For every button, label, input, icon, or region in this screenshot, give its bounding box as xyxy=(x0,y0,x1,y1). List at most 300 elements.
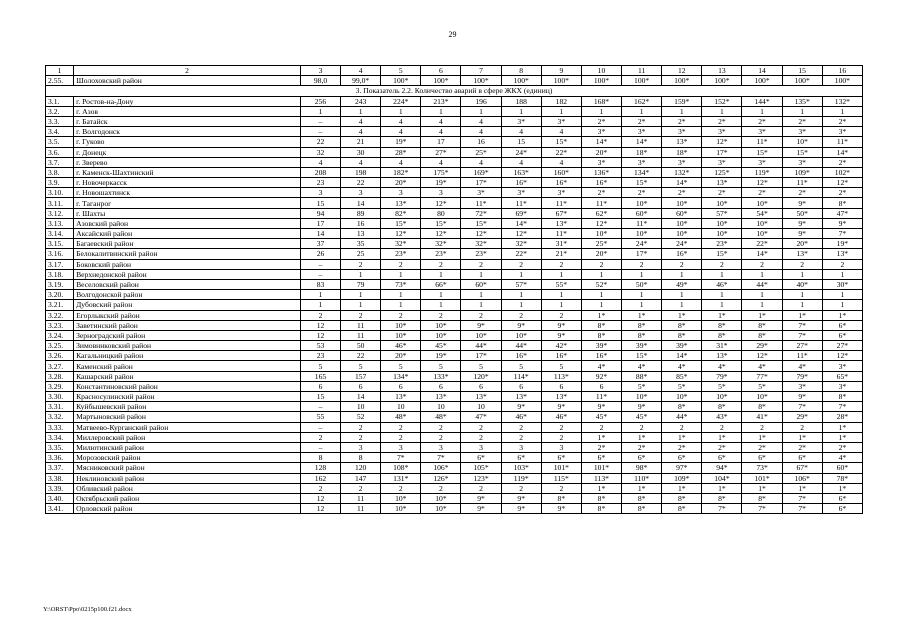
value-cell: 3* xyxy=(822,127,862,137)
value-cell: 10* xyxy=(381,504,421,514)
value-cell: 47* xyxy=(822,208,862,218)
value-cell: 9* xyxy=(461,320,501,330)
value-cell: 1 xyxy=(341,300,381,310)
value-cell: 12* xyxy=(822,178,862,188)
value-cell: 8* xyxy=(822,392,862,402)
value-cell: 8* xyxy=(702,402,742,412)
value-cell: 15* xyxy=(622,351,662,361)
value-cell: 126* xyxy=(421,473,461,483)
value-cell: 4 xyxy=(421,127,461,137)
row-code: 3.26. xyxy=(46,351,74,361)
value-cell: 10* xyxy=(702,218,742,228)
value-cell: 14* xyxy=(742,249,782,259)
value-cell: 6 xyxy=(300,381,340,391)
value-cell: 13* xyxy=(702,351,742,361)
value-cell: 12 xyxy=(300,493,340,503)
row-code: 3.25. xyxy=(46,341,74,351)
value-cell: 8* xyxy=(581,504,621,514)
value-cell: 208 xyxy=(300,167,340,177)
value-cell: 79 xyxy=(341,279,381,289)
value-cell: 10* xyxy=(662,229,702,239)
value-cell: 10* xyxy=(702,198,742,208)
value-cell: 7* xyxy=(782,504,822,514)
value-cell: 14* xyxy=(501,218,541,228)
row-code: 3.22. xyxy=(46,310,74,320)
row-name: Миллеровский район xyxy=(74,432,301,442)
value-cell: 3 xyxy=(421,442,461,452)
value-cell: 13 xyxy=(341,229,381,239)
value-cell: 39* xyxy=(662,341,702,351)
value-cell: 4* xyxy=(702,361,742,371)
value-cell: 100* xyxy=(381,76,421,86)
value-cell: 2 xyxy=(341,310,381,320)
value-cell: 6 xyxy=(341,381,381,391)
value-cell: 2 xyxy=(662,422,702,432)
table-row xyxy=(46,249,863,259)
value-cell: 2 xyxy=(341,432,381,442)
row-code: 3.17. xyxy=(46,259,74,269)
value-cell: 6* xyxy=(541,453,581,463)
row-code: 3.16. xyxy=(46,249,74,259)
value-cell: 2* xyxy=(742,442,782,452)
value-cell: 2 xyxy=(381,483,421,493)
value-cell: 5* xyxy=(742,381,782,391)
value-cell: 8 xyxy=(341,453,381,463)
row-name: Константиновский район xyxy=(74,381,301,391)
value-cell: 1 xyxy=(501,290,541,300)
row-code: 3.6. xyxy=(46,147,74,157)
value-cell: 8* xyxy=(662,493,702,503)
value-cell: 10* xyxy=(501,330,541,340)
value-cell: 32 xyxy=(300,147,340,157)
row-name: Егорлыкский район xyxy=(74,310,301,320)
row-code: 3.21. xyxy=(46,300,74,310)
value-cell: 6* xyxy=(501,453,541,463)
value-cell: 1 xyxy=(702,290,742,300)
value-cell: 144* xyxy=(742,96,782,106)
table-row xyxy=(46,493,863,503)
column-number-header: 13 xyxy=(702,66,742,76)
value-cell: 8* xyxy=(742,330,782,340)
value-cell: 2 xyxy=(742,259,782,269)
value-cell: 2* xyxy=(581,442,621,452)
value-cell: 5* xyxy=(662,381,702,391)
value-cell: 1* xyxy=(581,310,621,320)
column-number-header: 15 xyxy=(782,66,822,76)
value-cell: 28* xyxy=(822,412,862,422)
row-code: 3.30. xyxy=(46,392,74,402)
value-cell: 15* xyxy=(782,147,822,157)
table-row xyxy=(46,157,863,167)
value-cell: 1* xyxy=(822,432,862,442)
value-cell: 4 xyxy=(421,116,461,126)
table-row xyxy=(46,483,863,493)
value-cell: 12* xyxy=(501,229,541,239)
table-row xyxy=(46,229,863,239)
value-cell: 1 xyxy=(381,269,421,279)
value-cell: 2* xyxy=(822,116,862,126)
value-cell: 3* xyxy=(662,127,702,137)
value-cell: 52* xyxy=(581,279,621,289)
data-table xyxy=(45,65,863,514)
table-row xyxy=(46,127,863,137)
value-cell: 43* xyxy=(702,412,742,422)
row-name: Верхнедонской район xyxy=(74,269,301,279)
value-cell: 12* xyxy=(742,178,782,188)
value-cell: 10* xyxy=(581,229,621,239)
value-cell: 46* xyxy=(702,279,742,289)
value-cell: 157 xyxy=(341,371,381,381)
row-code: 3.33. xyxy=(46,422,74,432)
value-cell: 1* xyxy=(581,432,621,442)
value-cell: 67* xyxy=(541,208,581,218)
value-cell: 3 xyxy=(341,188,381,198)
value-cell: 3* xyxy=(742,157,782,167)
value-cell: 50* xyxy=(622,279,662,289)
value-cell: 6* xyxy=(662,453,702,463)
value-cell: 32* xyxy=(501,239,541,249)
value-cell: 2 xyxy=(381,422,421,432)
value-cell: 1 xyxy=(822,106,862,116)
value-cell: 7* xyxy=(421,453,461,463)
value-cell: 12* xyxy=(822,351,862,361)
value-cell: 12 xyxy=(300,330,340,340)
column-number-header: 8 xyxy=(501,66,541,76)
value-cell: 3* xyxy=(702,127,742,137)
value-cell: 1 xyxy=(581,290,621,300)
value-cell: 3 xyxy=(461,442,501,452)
value-cell: 1 xyxy=(822,300,862,310)
value-cell: 2 xyxy=(541,483,581,493)
value-cell: 163* xyxy=(501,167,541,177)
table-row xyxy=(46,371,863,381)
row-code: 3.4. xyxy=(46,127,74,137)
row-code: 3.1. xyxy=(46,96,74,106)
value-cell: 2* xyxy=(702,116,742,126)
value-cell: 1 xyxy=(742,290,782,300)
value-cell: 11* xyxy=(782,178,822,188)
value-cell: 57* xyxy=(702,208,742,218)
value-cell: 4 xyxy=(541,157,581,167)
value-cell: 8* xyxy=(702,330,742,340)
value-cell: 13* xyxy=(782,249,822,259)
value-cell: 13* xyxy=(702,178,742,188)
value-cell: 10* xyxy=(742,392,782,402)
value-cell: 31* xyxy=(541,239,581,249)
value-cell: 1 xyxy=(622,269,662,279)
value-cell: 6 xyxy=(541,381,581,391)
value-cell: 1* xyxy=(622,432,662,442)
row-name: г. Шахты xyxy=(74,208,301,218)
value-cell: 1* xyxy=(662,483,702,493)
value-cell: 11* xyxy=(742,137,782,147)
table-row xyxy=(46,361,863,371)
value-cell: 1* xyxy=(702,310,742,320)
value-cell: 7* xyxy=(782,330,822,340)
value-cell: – xyxy=(300,402,340,412)
value-cell: 196 xyxy=(461,96,501,106)
row-code: 3.35. xyxy=(46,442,74,452)
column-number-header: 10 xyxy=(581,66,621,76)
value-cell: 162* xyxy=(622,96,662,106)
value-cell: 8* xyxy=(742,493,782,503)
value-cell: 1 xyxy=(541,269,581,279)
value-cell: 9* xyxy=(822,218,862,228)
value-cell: 14 xyxy=(300,229,340,239)
value-cell: 1* xyxy=(662,432,702,442)
value-cell: 13* xyxy=(541,392,581,402)
value-cell: 41* xyxy=(742,412,782,422)
value-cell: 15* xyxy=(702,249,742,259)
value-cell: 7* xyxy=(782,320,822,330)
value-cell: 28* xyxy=(381,147,421,157)
value-cell: 10 xyxy=(461,402,501,412)
value-cell: 79* xyxy=(702,371,742,381)
value-cell: 106* xyxy=(782,473,822,483)
value-cell: 5* xyxy=(702,381,742,391)
table-row xyxy=(46,463,863,473)
value-cell: 1* xyxy=(822,310,862,320)
value-cell: 1* xyxy=(702,483,742,493)
value-cell: 6* xyxy=(622,453,662,463)
value-cell: 120 xyxy=(341,463,381,473)
value-cell: 2 xyxy=(421,310,461,320)
table-row xyxy=(46,198,863,208)
value-cell: 3 xyxy=(501,442,541,452)
value-cell: 1 xyxy=(501,106,541,116)
value-cell: 7* xyxy=(822,402,862,412)
value-cell: 48* xyxy=(421,412,461,422)
value-cell: 4 xyxy=(341,157,381,167)
value-cell: 17* xyxy=(461,178,501,188)
value-cell: 13* xyxy=(381,198,421,208)
value-cell: 19* xyxy=(381,137,421,147)
table-row xyxy=(46,116,863,126)
row-name: Морозовский район xyxy=(74,453,301,463)
value-cell: 10* xyxy=(461,330,501,340)
value-cell: 3 xyxy=(381,442,421,452)
row-name: Обливский район xyxy=(74,483,301,493)
value-cell: 3* xyxy=(541,188,581,198)
row-name: Боковский район xyxy=(74,259,301,269)
value-cell: 2 xyxy=(341,259,381,269)
value-cell: 21 xyxy=(341,137,381,147)
value-cell: 1 xyxy=(501,269,541,279)
value-cell: – xyxy=(300,422,340,432)
value-cell: 1* xyxy=(742,310,782,320)
value-cell: 9* xyxy=(541,402,581,412)
value-cell: 6* xyxy=(782,453,822,463)
value-cell: 3* xyxy=(461,188,501,198)
value-cell: 2* xyxy=(782,116,822,126)
value-cell: 20* xyxy=(581,249,621,259)
value-cell: 23 xyxy=(300,351,340,361)
value-cell: 72* xyxy=(461,208,501,218)
value-cell: 123* xyxy=(461,473,501,483)
value-cell: 12* xyxy=(421,198,461,208)
value-cell: 9* xyxy=(782,392,822,402)
value-cell: – xyxy=(300,127,340,137)
value-cell: 98,0 xyxy=(300,76,340,86)
value-cell: 10* xyxy=(662,198,702,208)
value-cell: 10* xyxy=(381,330,421,340)
row-name: г. Гуково xyxy=(74,137,301,147)
value-cell: 11* xyxy=(622,218,662,228)
row-name: г. Ростов-на-Дону xyxy=(74,96,301,106)
value-cell: 1* xyxy=(782,432,822,442)
row-name: г. Азов xyxy=(74,106,301,116)
value-cell: 73* xyxy=(381,279,421,289)
value-cell: 21* xyxy=(541,249,581,259)
value-cell: 5 xyxy=(421,361,461,371)
row-code: 3.11. xyxy=(46,198,74,208)
value-cell: 57* xyxy=(501,279,541,289)
value-cell: 9* xyxy=(461,493,501,503)
value-cell: 67* xyxy=(782,463,822,473)
value-cell: 4 xyxy=(541,127,581,137)
value-cell: 15 xyxy=(300,198,340,208)
value-cell: 100* xyxy=(581,76,621,86)
value-cell: 23* xyxy=(461,249,501,259)
value-cell: 16* xyxy=(581,178,621,188)
table-row xyxy=(46,300,863,310)
value-cell: 55 xyxy=(300,412,340,422)
value-cell: 32* xyxy=(461,239,501,249)
row-name: г. Новочеркасск xyxy=(74,178,301,188)
value-cell: 24* xyxy=(662,239,702,249)
value-cell: 1 xyxy=(742,300,782,310)
value-cell: 11* xyxy=(782,351,822,361)
row-code: 3.24. xyxy=(46,330,74,340)
value-cell: 2 xyxy=(782,422,822,432)
row-name: Милютинский район xyxy=(74,442,301,452)
value-cell: 1 xyxy=(742,106,782,116)
value-cell: 2 xyxy=(702,259,742,269)
value-cell: 100* xyxy=(461,76,501,86)
value-cell: 2 xyxy=(702,422,742,432)
value-cell: 4* xyxy=(622,361,662,371)
value-cell: 1 xyxy=(421,106,461,116)
value-cell: 60* xyxy=(822,463,862,473)
value-cell: 5* xyxy=(622,381,662,391)
row-code: 2.55. xyxy=(46,76,74,86)
value-cell: 19* xyxy=(421,351,461,361)
value-cell: 2 xyxy=(501,422,541,432)
table-row xyxy=(46,310,863,320)
value-cell: 100* xyxy=(662,76,702,86)
value-cell: 13* xyxy=(822,249,862,259)
row-code: 3.3. xyxy=(46,116,74,126)
value-cell: – xyxy=(300,269,340,279)
value-cell: 1 xyxy=(541,290,581,300)
value-cell: 1* xyxy=(822,422,862,432)
value-cell: 8* xyxy=(822,198,862,208)
row-code: 3.34. xyxy=(46,432,74,442)
value-cell: 1 xyxy=(581,300,621,310)
value-cell: 7* xyxy=(782,402,822,412)
column-number-header: 16 xyxy=(822,66,862,76)
value-cell: 5 xyxy=(501,361,541,371)
value-cell: 9* xyxy=(541,320,581,330)
value-cell: 243 xyxy=(341,96,381,106)
value-cell: 10* xyxy=(742,218,782,228)
value-cell: 2 xyxy=(300,483,340,493)
value-cell: 30* xyxy=(822,279,862,289)
value-cell: 182 xyxy=(541,96,581,106)
table-row xyxy=(46,320,863,330)
value-cell: 60* xyxy=(622,208,662,218)
value-cell: 119* xyxy=(501,473,541,483)
value-cell: 11* xyxy=(541,229,581,239)
value-cell: 15 xyxy=(501,137,541,147)
value-cell: 1* xyxy=(822,483,862,493)
value-cell: 2 xyxy=(501,483,541,493)
value-cell: 6* xyxy=(822,504,862,514)
value-cell: 5 xyxy=(381,361,421,371)
value-cell: 8* xyxy=(662,320,702,330)
value-cell: 100* xyxy=(541,76,581,86)
value-cell: 3* xyxy=(622,157,662,167)
value-cell: 165 xyxy=(300,371,340,381)
value-cell: 4 xyxy=(461,127,501,137)
row-code: 3.39. xyxy=(46,483,74,493)
value-cell: 2 xyxy=(541,310,581,320)
value-cell: 1 xyxy=(421,290,461,300)
value-cell: 22* xyxy=(742,239,782,249)
value-cell: 1* xyxy=(782,483,822,493)
value-cell: 18* xyxy=(662,147,702,157)
value-cell: 9* xyxy=(501,320,541,330)
value-cell: 8* xyxy=(742,320,782,330)
table-row xyxy=(46,351,863,361)
value-cell: 2* xyxy=(822,188,862,198)
value-cell: 147 xyxy=(341,473,381,483)
value-cell: 1* xyxy=(782,310,822,320)
value-cell: 103* xyxy=(501,463,541,473)
value-cell: 29* xyxy=(782,412,822,422)
value-cell: 135* xyxy=(782,96,822,106)
value-cell: 4 xyxy=(381,116,421,126)
value-cell: 2 xyxy=(421,483,461,493)
value-cell: 9* xyxy=(541,330,581,340)
value-cell: 10* xyxy=(622,392,662,402)
value-cell: 2 xyxy=(300,432,340,442)
value-cell: 12* xyxy=(421,229,461,239)
value-cell: 10* xyxy=(421,504,461,514)
value-cell: 99,0* xyxy=(341,76,381,86)
value-cell: 132* xyxy=(822,96,862,106)
value-cell: 2 xyxy=(381,259,421,269)
value-cell: 168* xyxy=(581,96,621,106)
row-name: Куйбышевский район xyxy=(74,402,301,412)
value-cell: 10* xyxy=(702,392,742,402)
value-cell: 49* xyxy=(662,279,702,289)
value-cell: 60* xyxy=(461,279,501,289)
value-cell: 11 xyxy=(341,504,381,514)
value-cell: 39* xyxy=(622,341,662,351)
value-cell: 128 xyxy=(300,463,340,473)
table-row xyxy=(46,330,863,340)
table-row xyxy=(46,412,863,422)
value-cell: 3 xyxy=(341,442,381,452)
value-cell: 2* xyxy=(822,157,862,167)
value-cell: 8* xyxy=(622,320,662,330)
value-cell: 2* xyxy=(822,442,862,452)
row-name: Октябрьский район xyxy=(74,493,301,503)
value-cell: 8* xyxy=(702,493,742,503)
value-cell: 6 xyxy=(461,381,501,391)
value-cell: 88* xyxy=(622,371,662,381)
